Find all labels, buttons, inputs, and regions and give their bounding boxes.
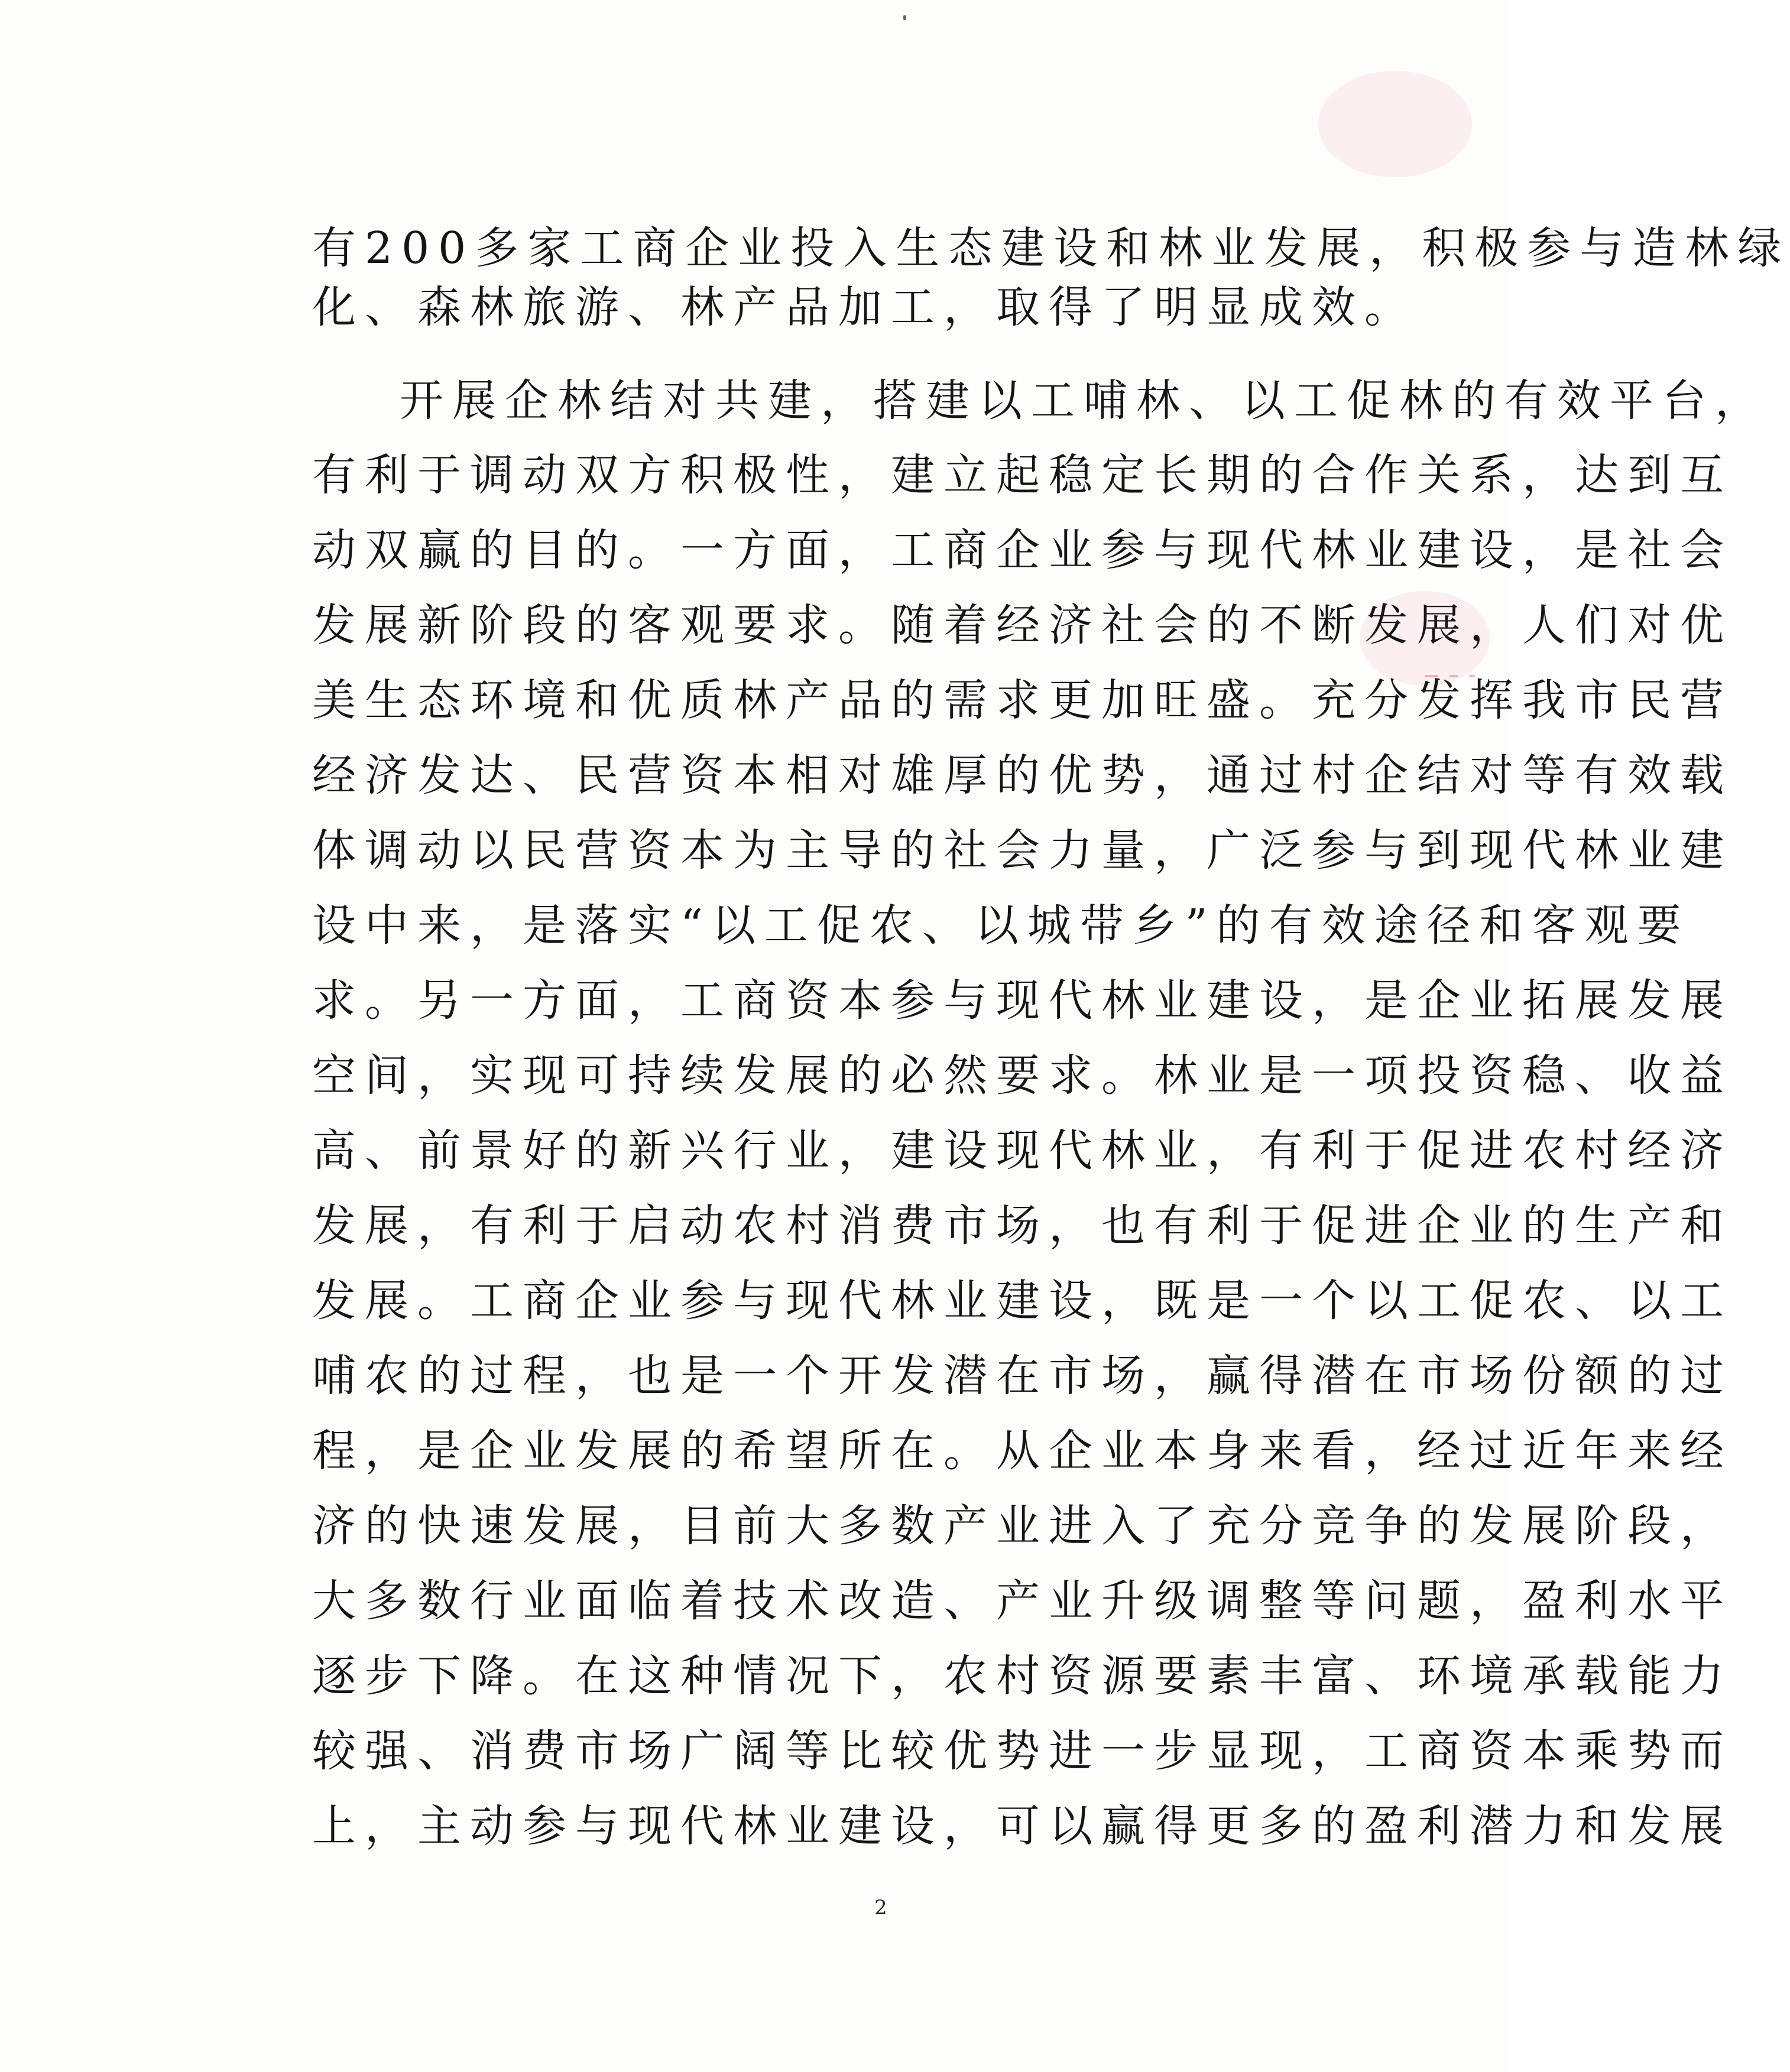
text-line: 空间，实现可持续发展的必然要求。林业是一项投资稳、收益 xyxy=(312,1050,1733,1101)
text-line: 经济发达、民营资本相对雄厚的优势，通过村企结对等有效载 xyxy=(312,750,1733,801)
text-line: 逐步下降。在这种情况下，农村资源要素丰富、环境承载能力 xyxy=(312,1651,1733,1701)
scan-speck xyxy=(903,15,906,20)
text-line: 求。另一方面，工商资本参与现代林业建设，是企业拓展发展 xyxy=(312,975,1733,1026)
text-line: 设中来，是落实“以工促农、以城带乡”的有效途径和客观要 xyxy=(312,900,1690,951)
text-line: 大多数行业面临着技术改造、产业升级调整等问题，盈利水平 xyxy=(312,1576,1733,1626)
text-line: 发展新阶段的客观要求。随着经济社会的不断发展，人们对优 xyxy=(312,600,1733,651)
text-line: 较强、消费市场广阔等比较优势进一步显现，工商资本乘势而 xyxy=(312,1726,1733,1777)
text-line: 美生态环境和优质林产品的需求更加旺盛。充分发挥我市民营 xyxy=(312,675,1733,726)
text-line: 化、森林旅游、林产品加工，取得了明显成效。 xyxy=(312,282,1417,333)
text-line: 体调动以民营资本为主导的社会力量，广泛参与到现代林业建 xyxy=(312,825,1733,876)
text-line: 程，是企业发展的希望所在。从企业本身来看，经过近年来经 xyxy=(312,1425,1733,1476)
paragraph-first-line: 开展企林结对共建，搭建以工哺林、以工促林的有效平台， xyxy=(400,375,1768,426)
text-line: 高、前景好的新兴行业，建设现代林业，有利于促进农村经济 xyxy=(312,1125,1733,1176)
text-line: 有200多家工商企业投入生态建设和林业发展，积极参与造林绿 xyxy=(312,223,1790,274)
text-line: 上，主动参与现代林业建设，可以赢得更多的盈利潜力和发展 xyxy=(312,1801,1733,1852)
text-line: 发展。工商企业参与现代林业建设，既是一个以工促农、以工 xyxy=(312,1275,1733,1326)
text-line: 有利于调动双方积极性，建立起稳定长期的合作关系，达到互 xyxy=(312,450,1733,501)
text-line: 济的快速发展，目前大多数产业进入了充分竞争的发展阶段， xyxy=(312,1501,1733,1551)
text-line: 动双赢的目的。一方面，工商企业参与现代林业建设，是社会 xyxy=(312,525,1733,576)
text-line: 发展，有利于启动农村消费市场，也有利于促进企业的生产和 xyxy=(312,1200,1733,1251)
text-line: 哺农的过程，也是一个开发潜在市场，赢得潜在市场份额的过 xyxy=(312,1350,1733,1401)
stamp-bleed-mark xyxy=(1318,71,1472,177)
page-number: 2 xyxy=(874,1896,887,1920)
